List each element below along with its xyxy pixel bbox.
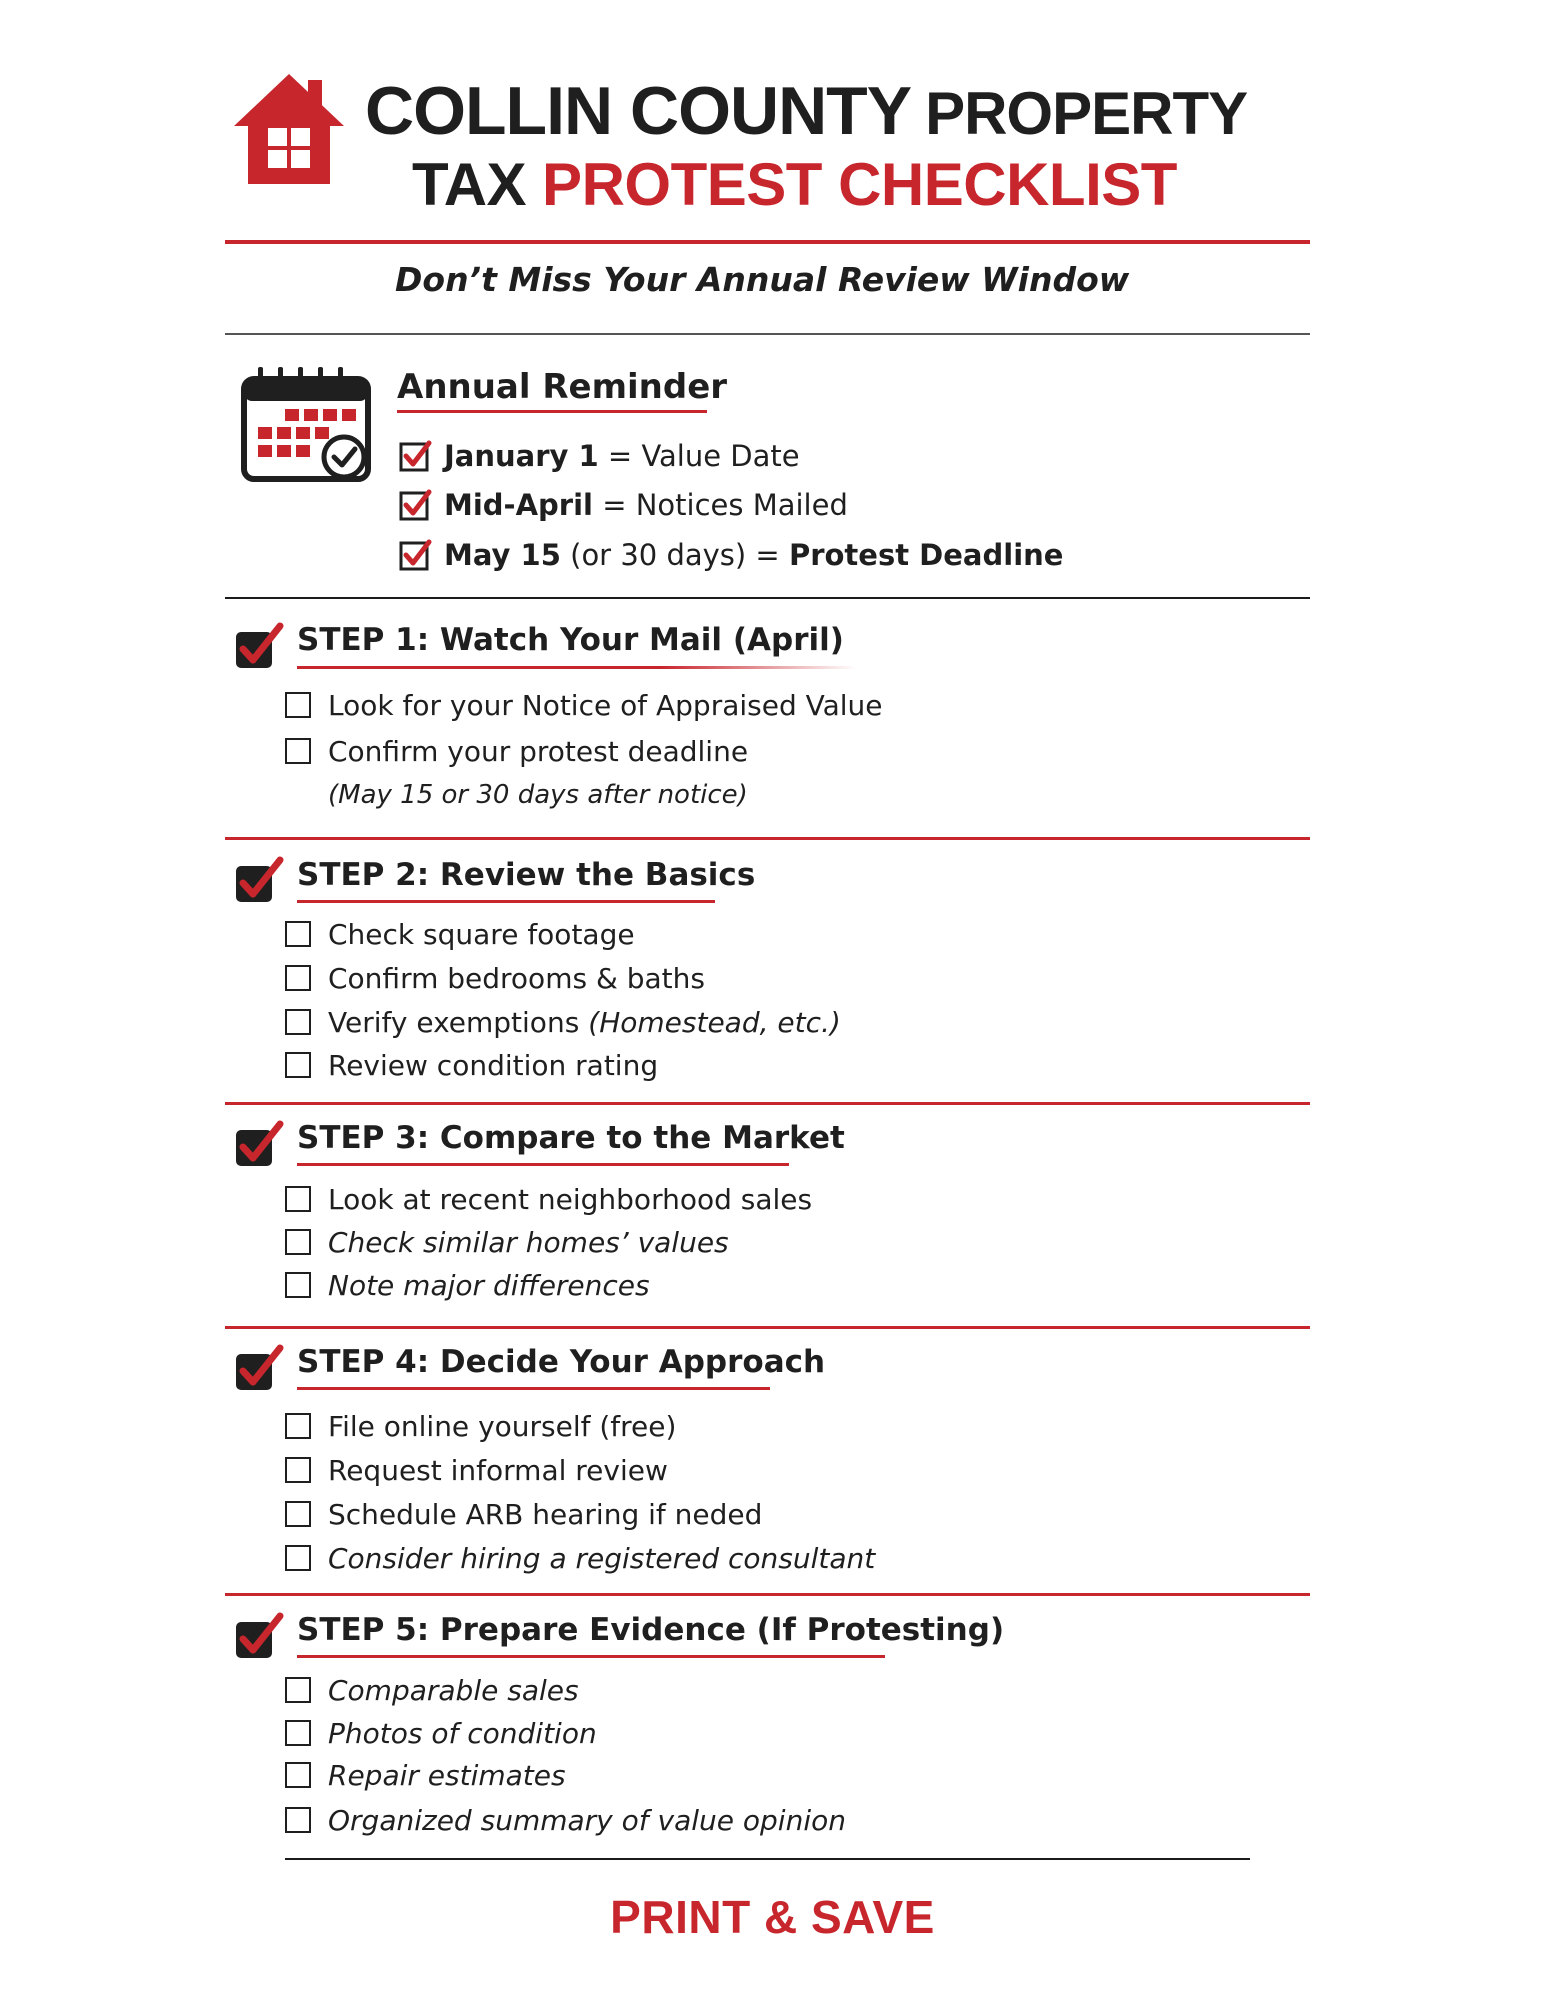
checkbox[interactable] xyxy=(285,1762,311,1788)
item-label: Look at recent neighborhood sales xyxy=(328,1182,813,1216)
checkbox[interactable] xyxy=(285,1501,311,1527)
checkbox[interactable] xyxy=(285,1186,311,1212)
title-property: PROPERTY xyxy=(925,80,1248,147)
checked-box-icon xyxy=(398,439,432,473)
item-label: Comparable sales xyxy=(328,1673,579,1707)
step-3-underline xyxy=(297,1163,789,1166)
checkbox[interactable] xyxy=(285,921,311,947)
checkbox[interactable] xyxy=(285,1545,311,1571)
reminder-date: January 1 xyxy=(444,439,599,473)
checkbox[interactable] xyxy=(285,692,311,718)
checklist-item[interactable] xyxy=(285,960,705,996)
step-check-icon xyxy=(234,1120,284,1168)
checklist-item[interactable] xyxy=(285,1224,729,1260)
step-check-icon xyxy=(234,1612,284,1660)
item-label: Verify exemptions xyxy=(328,1005,580,1039)
reminder-item xyxy=(398,535,1063,575)
reminder-deadline: Protest Deadline xyxy=(788,538,1064,572)
reminder-item xyxy=(398,436,800,476)
item-note: (Homestead, etc.) xyxy=(588,1005,841,1039)
item-label: Schedule ARB hearing if neded xyxy=(328,1497,763,1531)
step-divider xyxy=(225,837,1310,840)
checkbox[interactable] xyxy=(285,1677,311,1703)
house-icon xyxy=(230,70,348,190)
reminder-title-underline xyxy=(397,410,707,413)
item-label: Repair estimates xyxy=(328,1758,566,1792)
step-check-icon xyxy=(234,856,284,904)
checkbox[interactable] xyxy=(285,1229,311,1255)
item-label: Note major differences xyxy=(328,1268,650,1302)
checklist-item[interactable] xyxy=(285,1757,566,1793)
calendar-icon xyxy=(240,365,375,485)
step-1-underline xyxy=(297,666,857,669)
step-1-title: STEP 1: Watch Your Mail (April) xyxy=(297,622,844,658)
checklist-item[interactable] xyxy=(285,1496,762,1532)
step-divider xyxy=(225,1102,1310,1105)
checklist-page xyxy=(110,0,1435,2000)
footer-divider xyxy=(285,1858,1250,1860)
checklist-item[interactable] xyxy=(285,1408,676,1444)
reminder-title: Annual Reminder xyxy=(397,367,728,407)
checkbox[interactable] xyxy=(285,1413,311,1439)
item-label: Photos of condition xyxy=(328,1716,597,1750)
reminder-desc: = Value Date xyxy=(598,439,800,473)
reminder-desc: = Notices Mailed xyxy=(592,488,848,522)
header-divider xyxy=(225,240,1310,244)
title-tax: TAX xyxy=(412,151,527,218)
item-label: Check similar homes’ values xyxy=(328,1225,729,1259)
step-5-underline xyxy=(297,1655,885,1658)
checklist-item[interactable] xyxy=(285,687,883,723)
checklist-item[interactable] xyxy=(285,733,748,769)
step-4-underline xyxy=(297,1387,770,1390)
title-county: COLLIN COUNTY xyxy=(365,73,912,149)
checkbox[interactable] xyxy=(285,1272,311,1298)
print-save-label: PRINT & SAVE xyxy=(610,1891,935,1943)
title-protest-checklist: PROTEST CHECKLIST xyxy=(542,151,1177,218)
checklist-item[interactable] xyxy=(285,1004,841,1040)
checklist-item[interactable] xyxy=(285,916,635,952)
checkbox[interactable] xyxy=(285,1052,311,1078)
deadline-note: (May 15 or 30 days after notice) xyxy=(328,780,748,810)
page-subtitle: Don’t Miss Your Annual Review Window xyxy=(395,260,1130,299)
checkbox[interactable] xyxy=(285,1009,311,1035)
subtitle-divider xyxy=(225,333,1310,335)
page-title-line2 xyxy=(412,150,1177,219)
item-label: Review condition rating xyxy=(328,1048,659,1082)
reminder-divider xyxy=(225,597,1310,599)
step-check-icon xyxy=(234,622,284,670)
checklist-item[interactable] xyxy=(285,1047,658,1083)
checkbox[interactable] xyxy=(285,1720,311,1746)
step-divider xyxy=(225,1326,1310,1329)
reminder-date: Mid-April xyxy=(444,488,593,522)
checklist-item[interactable] xyxy=(285,1540,875,1576)
checklist-item[interactable] xyxy=(285,1672,579,1708)
item-label: Confirm bedrooms & baths xyxy=(328,961,705,995)
checked-box-icon xyxy=(398,488,432,522)
checkbox[interactable] xyxy=(285,738,311,764)
step-check-icon xyxy=(234,1344,284,1392)
item-label: Organized summary of value opinion xyxy=(328,1803,846,1837)
step-4-title: STEP 4: Decide Your Approach xyxy=(297,1344,826,1380)
checklist-item[interactable] xyxy=(285,1181,812,1217)
step-5-title: STEP 5: Prepare Evidence (If Protesting) xyxy=(297,1612,1005,1648)
reminder-desc: (or 30 days) = xyxy=(560,538,789,572)
item-label: Confirm your protest deadline xyxy=(328,734,749,768)
reminder-item xyxy=(398,485,848,525)
reminder-date: May 15 xyxy=(444,538,561,572)
checklist-item[interactable] xyxy=(285,1452,668,1488)
item-label: Consider hiring a registered consultant xyxy=(328,1541,876,1575)
item-label: Request informal review xyxy=(328,1453,668,1487)
checklist-item[interactable] xyxy=(285,1715,597,1751)
checklist-item[interactable] xyxy=(285,1267,650,1303)
checklist-item[interactable] xyxy=(285,1802,846,1838)
item-label: Check square footage xyxy=(328,917,635,951)
checkbox[interactable] xyxy=(285,1807,311,1833)
step-3-title: STEP 3: Compare to the Market xyxy=(297,1120,845,1156)
checked-box-icon xyxy=(398,538,432,572)
item-label: Look for your Notice of Appraised Value xyxy=(328,688,883,722)
step-divider xyxy=(225,1593,1310,1596)
step-2-underline xyxy=(297,900,715,903)
step-2-title: STEP 2: Review the Basics xyxy=(297,857,756,893)
item-label: File online yourself (free) xyxy=(328,1409,677,1443)
page-title-line1 xyxy=(365,72,1247,150)
checkbox[interactable] xyxy=(285,1457,311,1483)
checkbox[interactable] xyxy=(285,965,311,991)
